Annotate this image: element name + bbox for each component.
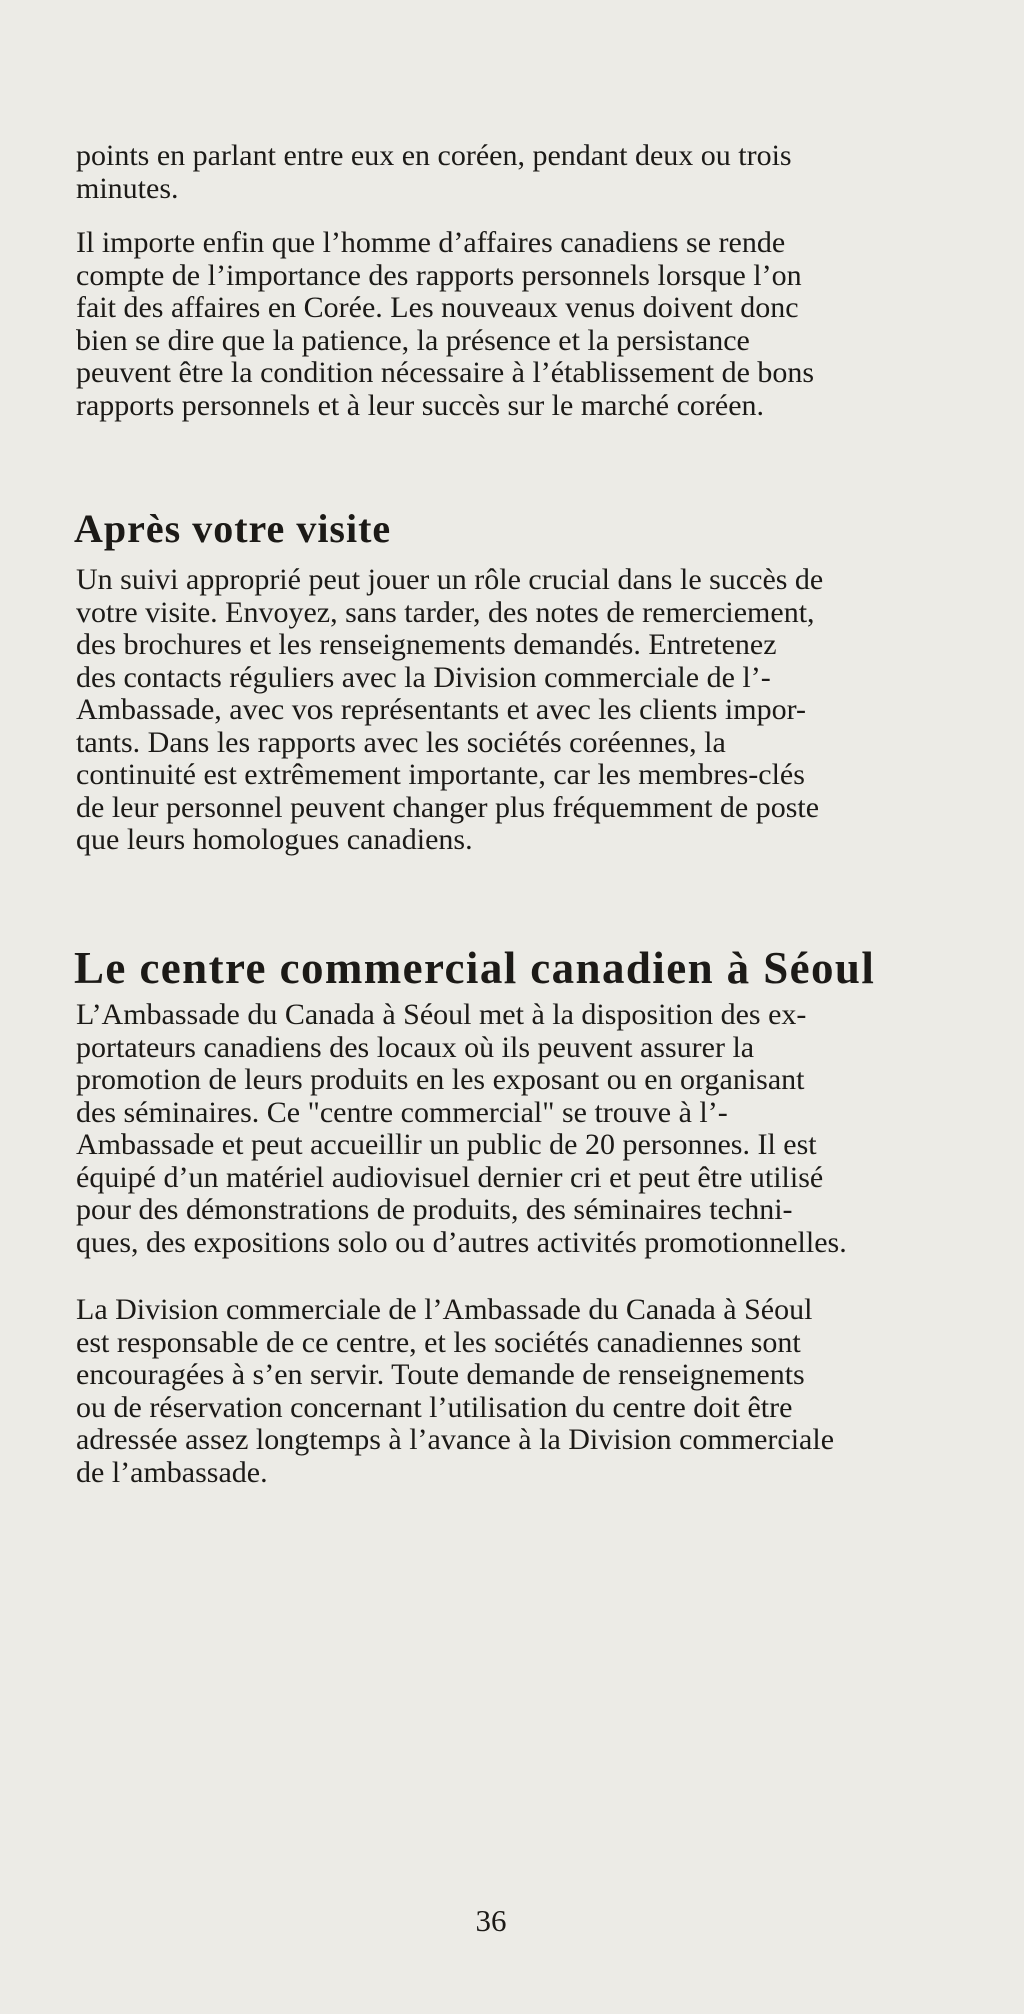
paragraph-personal-relations: Il importe enfin que l’homme d’affaires canadiens se rende compte de l’importance des rapports personnels lorsque l’on fait des affaires en Corée. Les nouveaux venus doivent donc bien se dire que la patience, la présence et la persistance peuvent être la condition nécessaire à l’établissement de bons rapports personnels et à leur succès sur le marché coréen. — [76, 226, 815, 422]
paragraph-trade-division: La Division commerciale de l’Ambassade du Canada à Séoul est responsable de ce centre, et les sociétés canadiennes sont encouragées à s’en servir. Toute demande de renseignements ou de réservation concernant l’utilisation du centre doit être adressée assez longtemps à l’avance à la Division commerciale de l’ambassade. — [76, 1293, 835, 1489]
section-heading-apres-visite: Après votre visite — [74, 506, 392, 551]
paragraph-korean-discussion: points en parlant entre eux en coréen, pendant deux ou trois minutes. — [76, 139, 792, 205]
section-heading-centre-commercial: Le centre commercial canadien à Séoul — [74, 943, 876, 993]
page-number: 36 — [475, 1903, 507, 1938]
paragraph-trade-centre: L’Ambassade du Canada à Séoul met à la disposition des ex- portateurs canadiens des locaux où ils peuvent assurer la promotion de leurs produits en les exposant ou en organisant des séminaires. Ce "centre commercial" se trouve à l’- Ambassade et peut accueillir un public de 20 personnes. Il est équipé d’un matériel audiovisuel dernier cri et peut être utilisé pour des démonstrations de produits, des séminaires techni- ques, des expositions solo ou d’autres activités promotionnelles. — [76, 998, 847, 1259]
paragraph-follow-up: Un suivi approprié peut jouer un rôle crucial dans le succès de votre visite. Envoyez, sans tarder, des notes de remerciement, des brochures et les renseignements demandés. Entretenez des contacts réguliers avec la Division commerciale de l’- Ambassade, avec vos représentants et avec les clients impor- tants. Dans les rapports avec les sociétés coréennes, la continuité est extrêmement importante, car les membres-clés de leur personnel peuvent changer plus fréquemment de poste que leurs homologues canadiens. — [76, 563, 824, 856]
